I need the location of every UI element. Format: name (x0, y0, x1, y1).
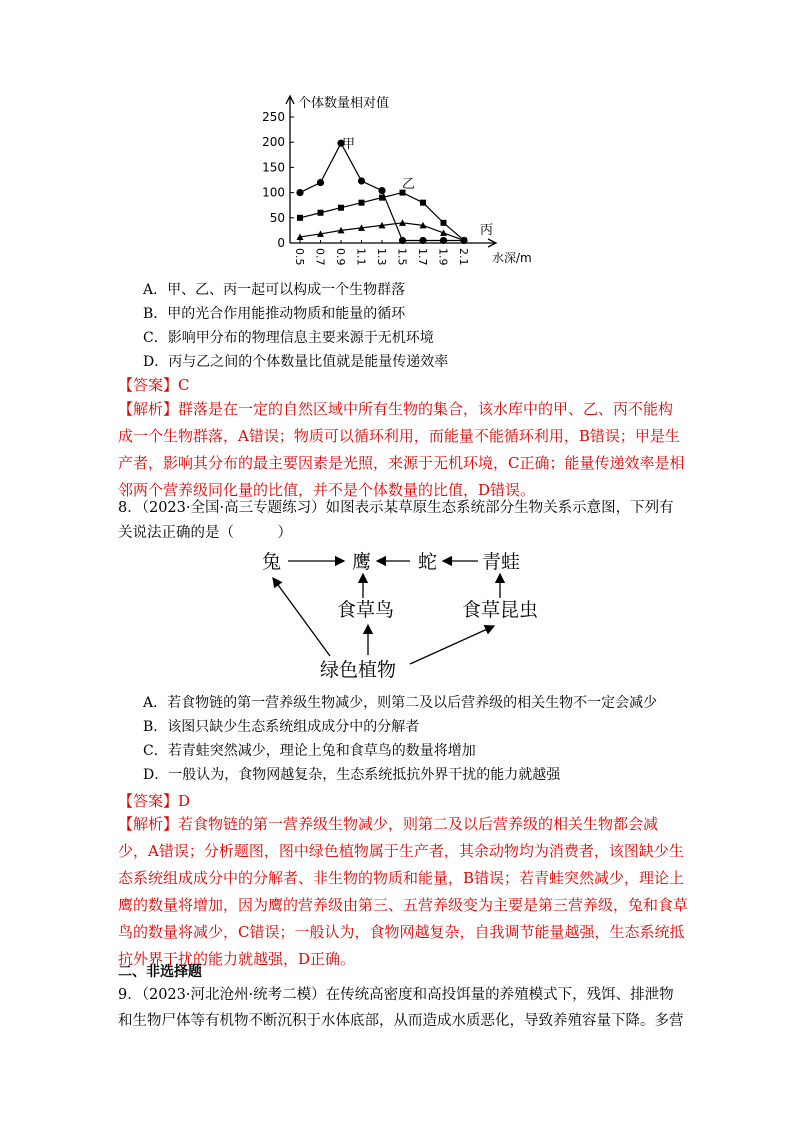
node-eagle: 鹰 (352, 551, 372, 573)
q8-answer (118, 790, 190, 812)
arrow-plant-insect (410, 626, 494, 664)
x-tick-label: 0.7 (313, 248, 327, 266)
point-circle (296, 189, 303, 196)
answer-value: C (178, 376, 190, 394)
node-insect: 食草昆虫 (462, 599, 539, 621)
x-tick-label: 1.5 (395, 248, 409, 266)
series-label: 甲 (342, 137, 356, 152)
analysis-tag: 【解析】 (118, 815, 179, 833)
y-axis-label: 个体数量相对值 (298, 96, 390, 111)
y-tick-label: 0 (277, 236, 285, 250)
x-tick-label: 2.1 (457, 248, 470, 266)
answer-value: D (178, 792, 191, 810)
q8-option-b: B．该图只缺少生态系统组成成分中的分解者 (143, 719, 420, 735)
x-tick-label: 1.9 (436, 248, 450, 266)
q7-analysis (118, 396, 688, 504)
y-tick-label: 50 (269, 210, 285, 225)
point-circle (378, 187, 385, 194)
food-web-diagram (250, 540, 550, 690)
y-tick-label: 250 (262, 110, 285, 124)
x-tick-label: 1.1 (354, 248, 368, 266)
depth-line-chart (250, 85, 550, 275)
point-square (420, 200, 426, 206)
q9-stem: 9．（2023·河北沧州·统考二模）在传统高密度和高投饵量的养殖模式下，残饵、排泄物和生物尸体等有机物不断沉积于水体底部，从而造成水质恶化，导致养殖容量下降。多营 (118, 987, 684, 1029)
analysis-text: 若食物链的第一营养级生物减少，则第二及以后营养级的相关生物都会减少，A错误；分析题图，图中绿色植物属于生产者，其余动物均为消费者，该图缺少生态系统组成成分中的分解者、非生物的物质和能量，B错误；若青蛙突然减少，理论上鹰的数量将增加，因为鹰的营养级由第三、五营养级变为主要是第三营养级，兔和食草鸟的数量将减少，C错误；一般认为，食物网越复杂，自我调节能量越强，生态系统抵抗外界干扰的能力就越强，D正确。 (118, 815, 689, 968)
q8-stem: 8．（2023·全国·高三专题练习）如图表示某草原生态系统部分生物关系示意图，下列有关说法正确的是（ ） (118, 500, 674, 541)
analysis-text: 群落是在一定的自然区域中所有生物的集合，该水库中的甲、乙、丙不能构成一个生物群落，A错误；物质可以循环利用，而能量不能循环利用，B错误；甲是生产者，影响其分布的最主要因素是光照，来源于无机环境，C正确；能量传递效率是相邻两个营养级同化量的比值，并不是个体数量的比值，D错误。 (118, 400, 685, 499)
x-tick-label: 1.3 (375, 248, 388, 266)
chart-ticks (262, 110, 470, 266)
point-circle (440, 237, 447, 244)
x-tick-label: 1.7 (416, 248, 429, 266)
q8-option-c: C．若青蛙突然减少，理论上兔和食草鸟的数量将增加 (143, 743, 476, 759)
arrow-plant-rabbit (273, 578, 330, 656)
y-tick-label: 100 (262, 185, 285, 200)
answer-tag: 【答案】 (118, 792, 179, 810)
series-label: 乙 (402, 177, 416, 192)
node-frog: 青蛙 (482, 551, 521, 573)
node-bird: 食草鸟 (337, 599, 395, 621)
point-circle (317, 179, 324, 186)
analysis-tag: 【解析】 (118, 400, 179, 418)
x-tick-label: 0.5 (293, 248, 306, 266)
x-axis-label: 水深/m (492, 251, 532, 265)
q7-option-c: C．影响甲分布的物理信息主要来源于无机环境 (143, 330, 434, 346)
node-rabbit: 兔 (262, 551, 282, 573)
point-square (338, 205, 344, 211)
q8-option-d: D．一般认为，食物网越复杂，生态系统抵抗外界干扰的能力就越强 (143, 767, 561, 783)
q7-option-b: B．甲的光合作用能推动物质和能量的循环 (143, 306, 406, 322)
q8-analysis (118, 811, 688, 973)
section-heading: 二、非选择题 (118, 964, 202, 980)
point-square (379, 195, 385, 201)
point-circle (399, 237, 406, 244)
point-square (441, 220, 447, 226)
answer-tag: 【答案】 (118, 376, 179, 394)
q7-option-d: D．丙与乙之间的个体数量比值就是能量传递效率 (143, 354, 449, 370)
point-square (359, 200, 365, 206)
point-circle (419, 237, 426, 244)
x-tick-label: 0.9 (334, 248, 347, 266)
q7-answer (118, 374, 190, 396)
node-plant: 绿色植物 (320, 659, 397, 681)
y-tick-label: 200 (262, 135, 285, 150)
point-circle (358, 177, 365, 184)
chart-series (296, 137, 493, 244)
q8-option-a: A．若食物链的第一营养级生物减少，则第二及以后营养级的相关生物不一定会减少 (143, 695, 658, 711)
series-label: 丙 (480, 223, 494, 238)
point-square (318, 210, 324, 216)
y-tick-label: 150 (262, 160, 285, 175)
q7-option-a: A．甲、乙、丙一起可以构成一个生物群落 (143, 282, 406, 298)
point-triangle (440, 229, 447, 236)
node-snake: 蛇 (418, 551, 438, 573)
point-square (297, 215, 303, 221)
